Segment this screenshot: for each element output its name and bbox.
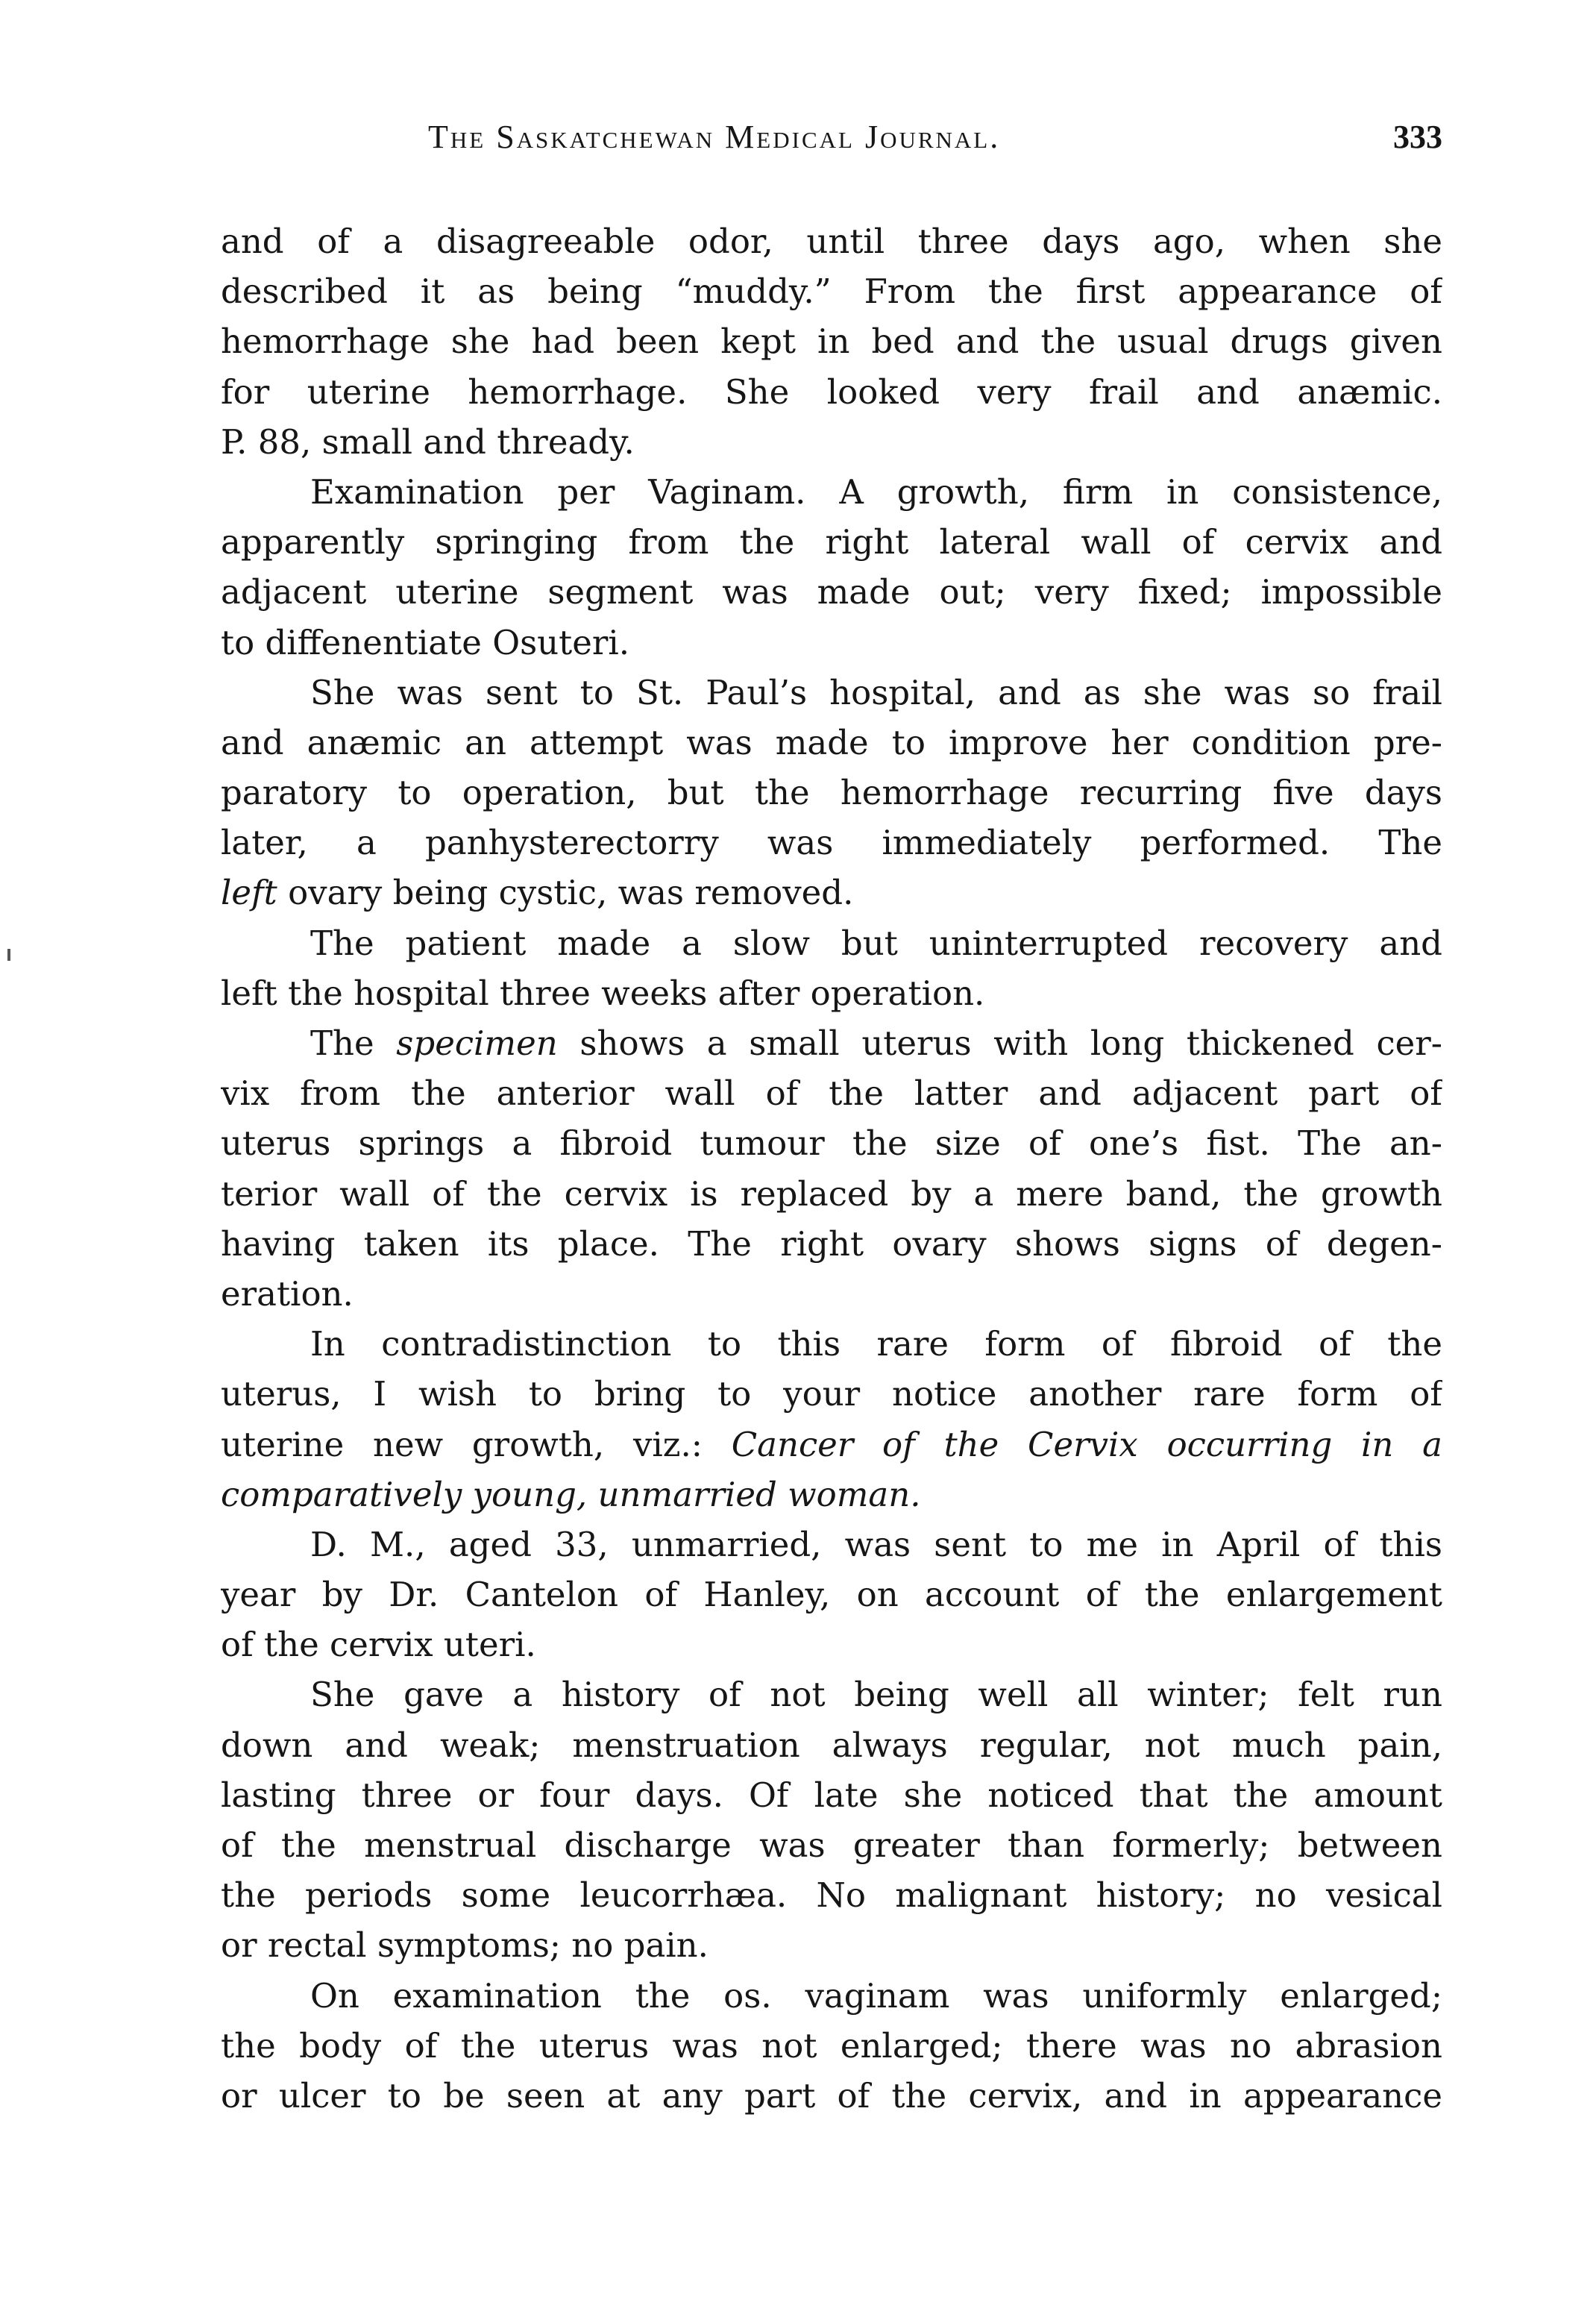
text-line: D. M., aged 33, unmarried, was sent to me in April of this	[310, 1524, 1442, 1564]
text-segment: ovary being cystic, was removed.	[277, 873, 854, 913]
italic-text: left	[221, 873, 277, 913]
text-line: of the cervix uteri.	[221, 1625, 536, 1665]
italic-text: specimen	[396, 1023, 558, 1063]
text-line: and of a disagreeable odor, until three days ago, when she	[221, 222, 1442, 261]
text-line: In contradistinction to this rare form of fibroid of the	[310, 1324, 1442, 1364]
text-line: for uterine hemorrhage. She looked very frail and anæmic.	[221, 371, 1442, 412]
text-line: vix from the anterior wall of the latter and adjacent part of	[221, 1073, 1442, 1114]
text-line: paratory to operation, but the hemorrhage recurring five days	[221, 773, 1442, 813]
text-line: On examination the os. vaginam was uniformly enlarged;	[310, 1975, 1442, 2016]
text-line: She gave a history of not being well all winter; felt run	[310, 1675, 1442, 1715]
text-line: and anæmic an attempt was made to improve her condition pre-	[221, 722, 1442, 762]
text-line: the periods some leucorrhæa. No malignant history; no vesical	[221, 1875, 1442, 1916]
text-line: The patient made a slow but uninterrupted recovery and	[310, 923, 1442, 963]
text-line: or ulcer to be seen at any part of the cervix, and in appearance	[221, 2075, 1442, 2116]
text-line: described it as being “muddy.” From the first appearance of	[221, 272, 1442, 312]
italic-text: comparatively young, unmarried woman.	[221, 1474, 921, 1514]
text-line: left the hospital three weeks after operation.	[221, 973, 985, 1013]
text-line: lasting three or four days. Of late she noticed that the amount	[221, 1775, 1442, 1815]
text-line: P. 88, small and thready.	[221, 421, 635, 462]
text-line: or rectal symptoms; no pain.	[221, 1925, 709, 1966]
page-number: 333	[1393, 119, 1442, 155]
running-head: The Saskatchewan Medical Journal.	[428, 119, 1001, 155]
text-segment: The	[310, 1023, 397, 1063]
text-line: later, a panhysterectorry was immediately performed. The	[221, 823, 1442, 863]
text-line: having taken its place. The right ovary shows signs of degen-	[221, 1223, 1442, 1264]
text-line: hemorrhage she had been kept in bed and the usual drugs given	[221, 322, 1442, 362]
text-line: She was sent to St. Paul’s hospital, and as she was so frail	[310, 672, 1442, 712]
text-line: of the menstrual discharge was greater than formerly; between	[221, 1825, 1442, 1865]
text-line	[221, 1018, 1442, 1068]
text-line: down and weak; menstruation always regular, not much pain,	[221, 1725, 1442, 1765]
text-line: apparently springing from the right lateral wall of cervix and	[221, 522, 1442, 562]
body-text	[221, 216, 1442, 2121]
page-header	[428, 118, 1442, 163]
margin-mark	[7, 949, 10, 961]
italic-text: Cancer of the Cervix occurring in a	[731, 1424, 1442, 1464]
text-line: to diffenentiate Osuteri.	[221, 622, 630, 662]
text-line: uterus, I wish to bring to your notice another rare form of	[221, 1374, 1442, 1414]
text-line: year by Dr. Cantelon of Hanley, on account of the enlargement	[221, 1575, 1442, 1615]
text-line: Examination per Vaginam. A growth, firm in consistence,	[310, 471, 1442, 512]
text-segment: uterine new growth, viz.:	[221, 1424, 732, 1464]
text-segment: shows a small uterus with long thickened cer-	[557, 1023, 1442, 1063]
text-line	[221, 1420, 1442, 1470]
text-line: eration.	[221, 1273, 354, 1314]
text-line: the body of the uterus was not enlarged; there was no abrasion	[221, 2025, 1442, 2066]
text-line: adjacent uterine segment was made out; very fixed; impossible	[221, 572, 1442, 612]
text-line: terior wall of the cervix is replaced by a mere band, the growth	[221, 1173, 1442, 1214]
text-line	[221, 1470, 1442, 1520]
text-line: uterus springs a fibroid tumour the size of one’s fist. The an-	[221, 1123, 1442, 1164]
text-line	[221, 868, 1442, 918]
